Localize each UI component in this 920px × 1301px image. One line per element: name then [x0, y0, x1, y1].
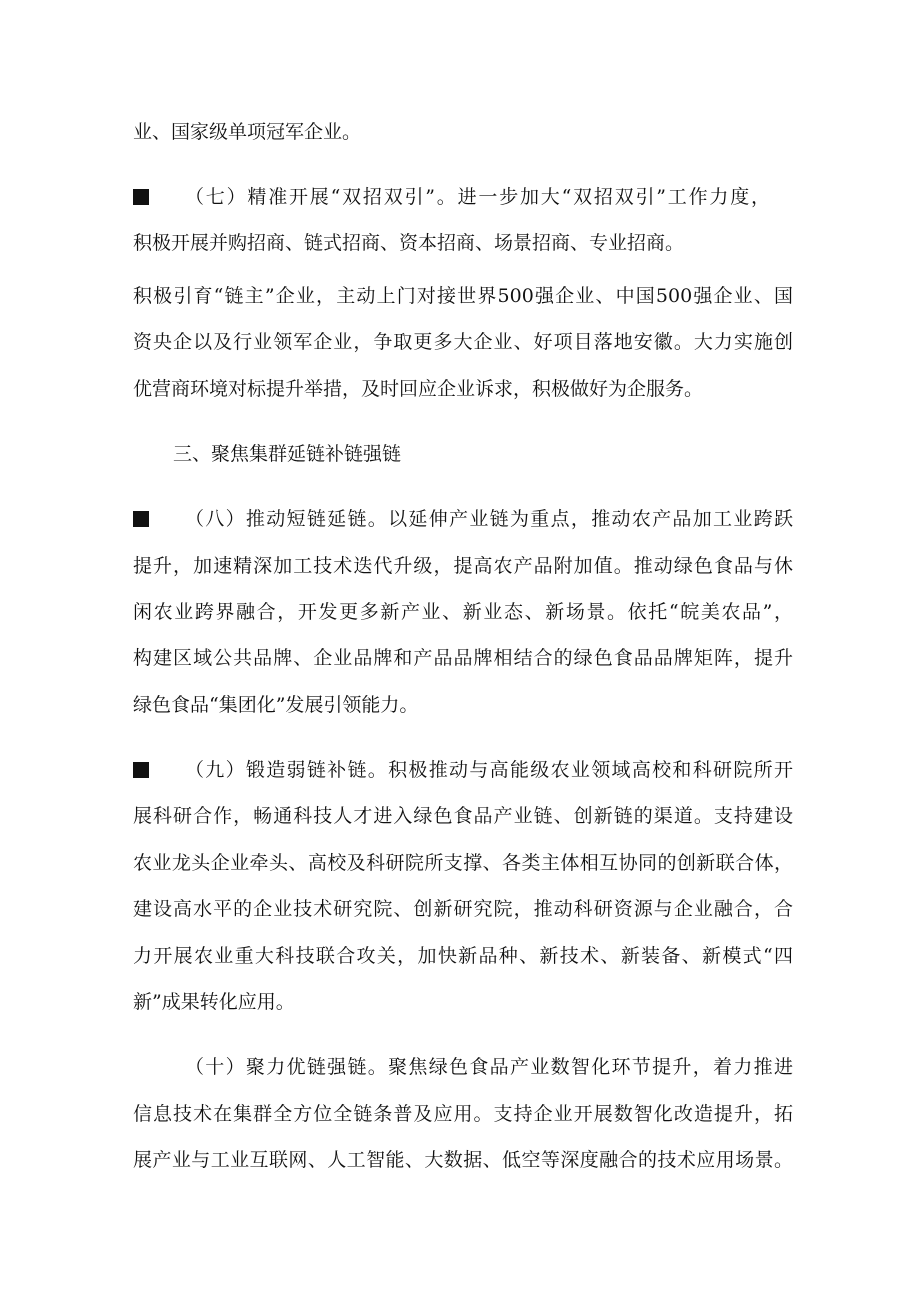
paragraph-line: 建设高水平的企业技术研究院、创新研究院，推动科研资源与企业融合，合: [133, 898, 793, 920]
paragraph-line: （八）推动短链延链。以延伸产业链为重点，推动农产品加工业跨跃: [185, 508, 793, 530]
paragraph-line: 展产业与工业互联网、人工智能、大数据、低空等深度融合的技术应用场景。: [133, 1149, 793, 1171]
paragraph-line: 农业龙头企业牵头、高校及科研院所支撑、各类主体相互协同的创新联合体，: [133, 852, 793, 874]
square-bullet-icon: [133, 189, 149, 205]
paragraph-line: 优营商环境对标提升举措，及时回应企业诉求，积极做好为企服务。: [133, 378, 704, 400]
paragraph-line: 新”成果转化应用。: [133, 991, 295, 1013]
paragraph-line: （十）聚力优链强链。聚焦绿色食品产业数智化环节提升，着力推进: [185, 1056, 793, 1078]
paragraph-line: 业、国家级单项冠军企业。: [133, 121, 362, 143]
paragraph-line: 提升，加速精深加工技术迭代升级，提高农产品附加值。推动绿色食品与休: [133, 555, 793, 577]
square-bullet-icon: [133, 511, 149, 527]
paragraph-line: 信息技术在集群全方位全链条普及应用。支持企业开展数智化改造提升，拓: [133, 1103, 793, 1125]
section-heading: 三、聚焦集群延链补链强链: [173, 443, 402, 465]
paragraph-line: 展科研合作，畅通科技人才进入绿色食品产业链、创新链的渠道。支持建设: [133, 805, 793, 827]
paragraph-line: 资央企以及行业领军企业，争取更多大企业、好项目落地安徽。大力实施创: [133, 331, 793, 353]
paragraph-line: 力开展农业重大科技联合攻关，加快新品种、新技术、新装备、新模式“四: [133, 945, 793, 967]
paragraph-line: 闲农业跨界融合，开发更多新产业、新业态、新场景。依托“皖美农品”，: [133, 601, 793, 623]
paragraph-line: 积极引育“链主”企业，主动上门对接世界500强企业、中国500强企业、国: [133, 285, 793, 307]
paragraph-line: （九）锻造弱链补链。积极推动与高能级农业领域高校和科研院所开: [185, 759, 793, 781]
paragraph-line: 构建区域公共品牌、企业品牌和产品品牌相结合的绿色食品品牌矩阵，提升: [133, 647, 793, 669]
paragraph-line: 绿色食品“集团化”发展引领能力。: [133, 694, 419, 716]
paragraph-line: （七）精准开展“双招双引”。进一步加大“双招双引”工作力度，: [185, 186, 770, 208]
paragraph-line: 积极开展并购招商、链式招商、资本招商、场景招商、专业招商。: [133, 232, 685, 254]
square-bullet-icon: [133, 762, 149, 778]
